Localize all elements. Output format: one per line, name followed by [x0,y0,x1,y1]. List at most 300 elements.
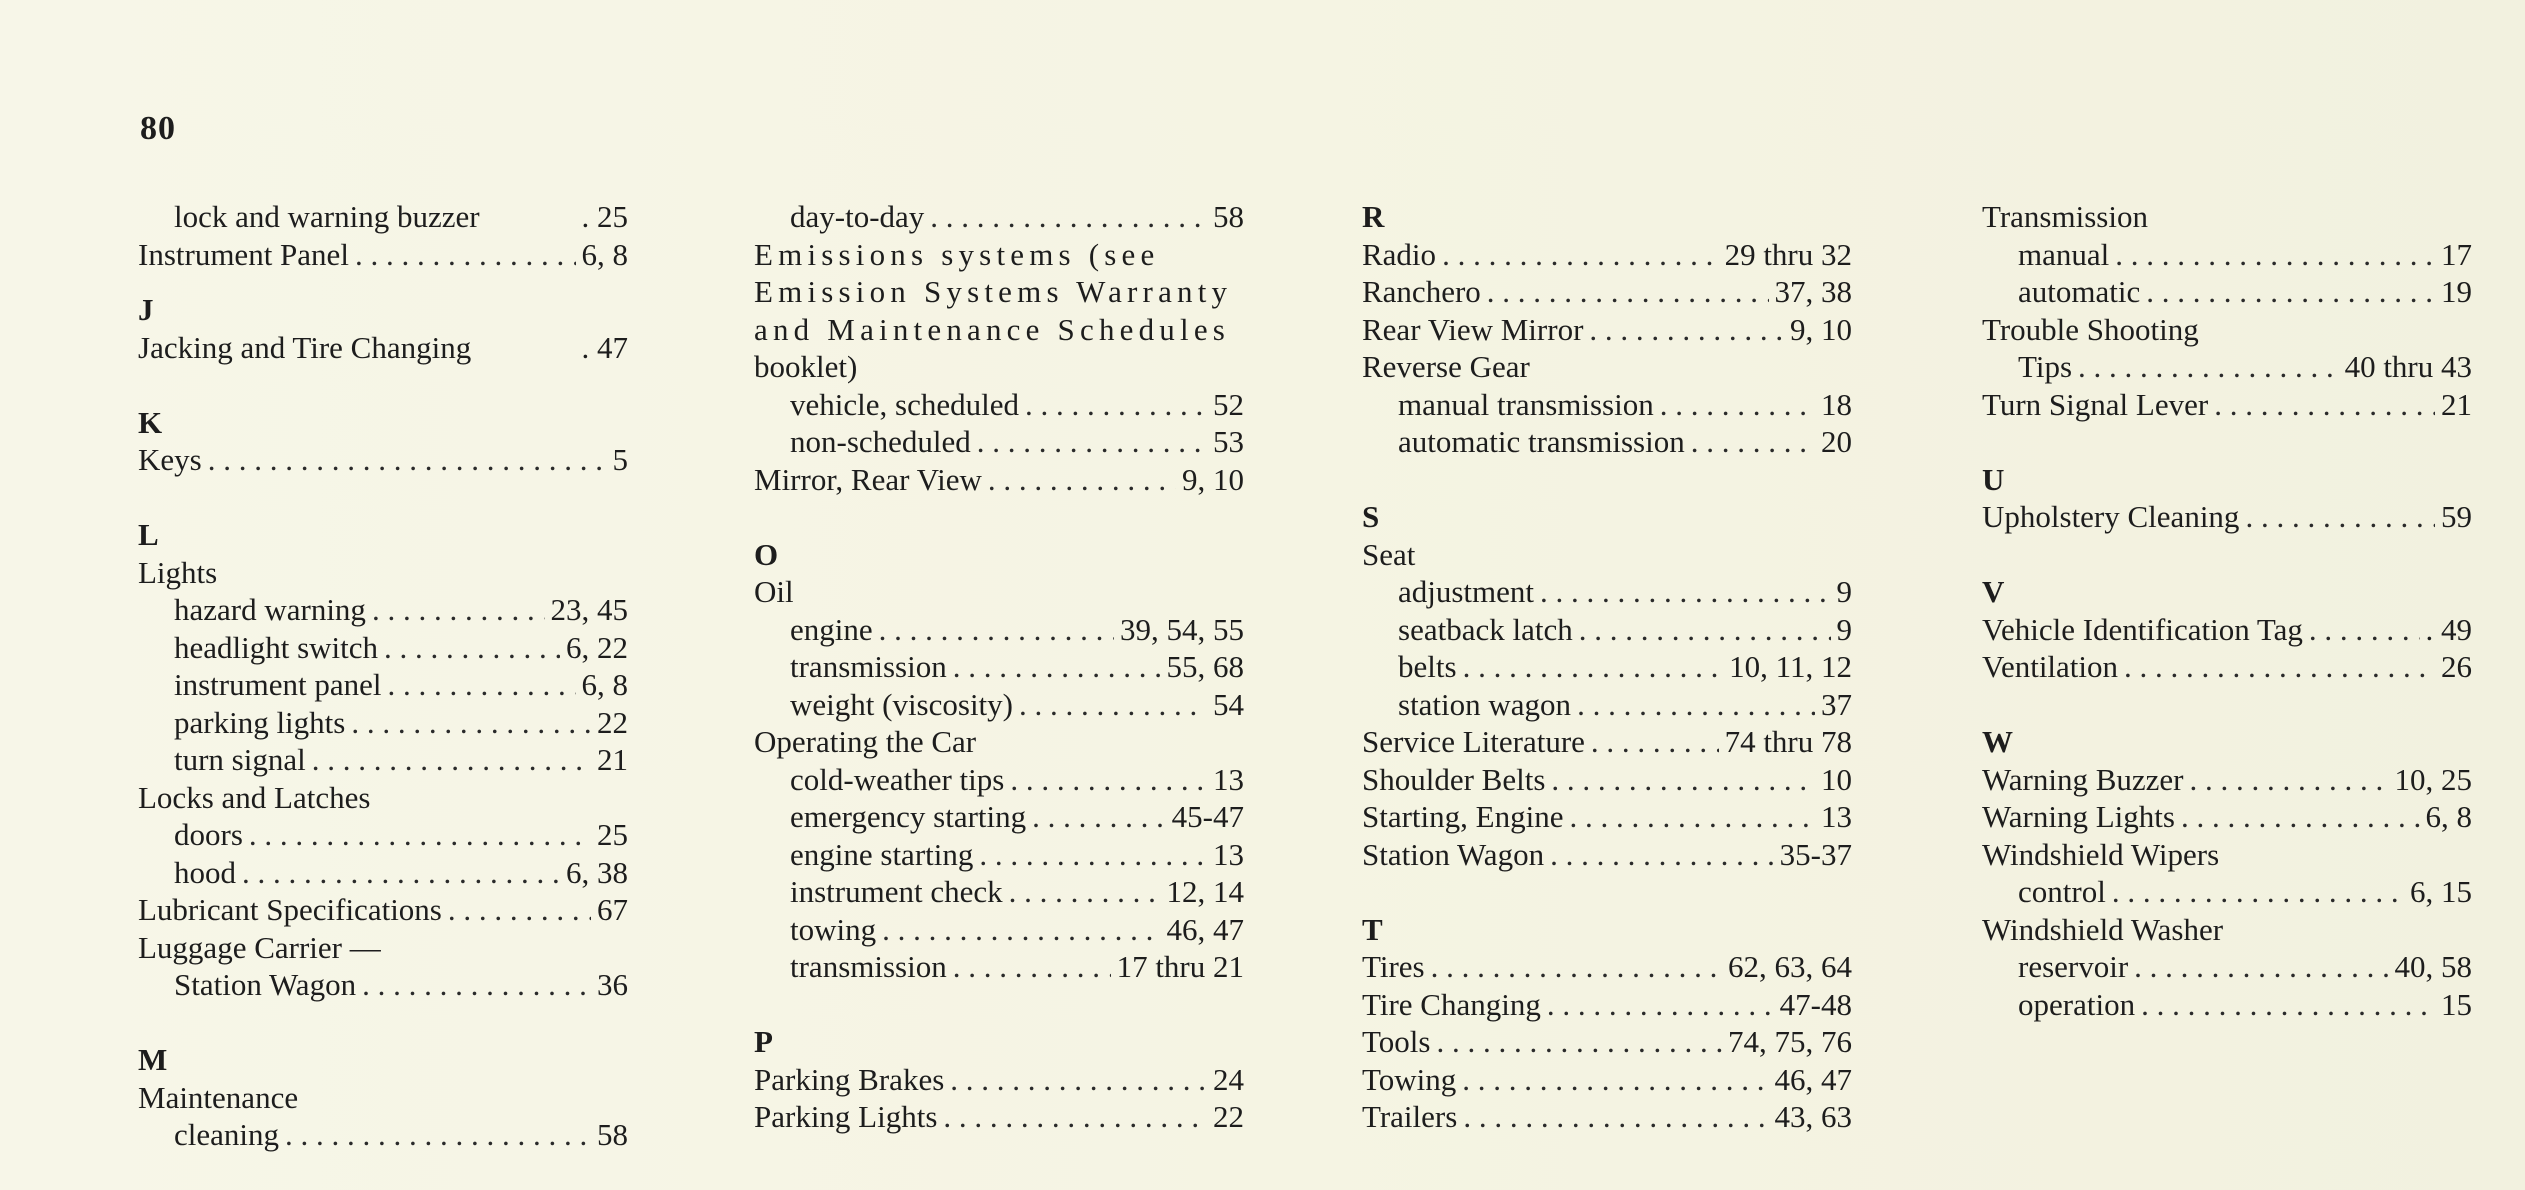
index-entry [754,1061,1244,1099]
entry-term: hazard warning [174,592,366,627]
entry-term: Service Literature [1362,724,1585,759]
dot-leader [208,441,607,479]
entry-term: reservoir [2018,949,2129,984]
dot-leader [1487,273,1769,311]
dot-leader [943,1098,1207,1136]
dot-leader [1547,986,1774,1024]
entry-term: Tire Changing [1362,986,1541,1022]
entry-term: Seat [1362,536,1416,572]
entry-page-numbers: 58 [1213,199,1244,234]
index-entry [1982,911,2472,949]
dot-leader [953,648,1161,686]
index-entry [138,1079,628,1117]
index-subentry [138,854,628,892]
dot-leader [882,911,1160,949]
entry-page-numbers: 26 [2441,649,2472,684]
dot-leader [1589,311,1784,349]
index-column-1 [138,198,628,1154]
entry-term: Transmission [1982,199,2148,234]
entry-page-numbers: 24 [1213,1061,1244,1097]
entry-page-numbers: 59 [2441,499,2472,534]
entry-term: turn signal [174,742,306,777]
section-letter: O [754,536,779,572]
entry-term: manual transmission [1398,386,1654,422]
spacer [754,498,1244,536]
index-subentry [1982,236,2472,274]
section-letter: S [1362,499,1380,534]
entry-page-numbers: 39, 54, 55 [1120,611,1244,647]
index-entry [138,891,628,929]
entry-page-numbers: 15 [2441,986,2472,1022]
entry-term: weight (viscosity) [790,686,1013,722]
dot-leader [2124,648,2435,686]
index-subentry [1982,986,2472,1024]
entry-page-numbers: 40, 58 [2394,949,2472,984]
index-entry [1982,798,2472,836]
entry-term: Station Wagon [174,967,357,1002]
dot-leader [2134,948,2388,986]
entry-term: Operating the Car [754,724,977,759]
entry-term: adjustment [1398,574,1535,609]
entry-page-numbers: 23, 45 [550,592,628,627]
index-subentry [754,798,1244,836]
index-subentry [1982,273,2472,311]
index-subentry [754,648,1244,686]
index-entry [1982,648,2472,686]
entry-page-numbers: 54 [1213,686,1244,722]
entry-term: vehicle, scheduled [790,386,1019,422]
index-subentry [754,611,1244,649]
dot-leader [1550,836,1774,874]
entry-term: transmission [790,949,947,984]
entry-page-numbers: 10, 11, 12 [1729,649,1852,684]
index-entry [1982,198,2472,236]
entry-term: booklet) [754,349,858,384]
dot-leader [2141,986,2435,1024]
entry-term: Tires [1362,949,1425,984]
section-letter: W [1982,724,2013,759]
index-subentry [754,761,1244,799]
dot-leader [2309,611,2420,649]
entry-page-numbers: 21 [2441,386,2472,422]
dot-leader [2181,798,2420,836]
entry-page-numbers: 10 [1821,761,1852,797]
entry-term: Keys [138,442,202,477]
entry-term: hood [174,854,236,890]
section-letter-heading [138,1041,628,1079]
entry-term: Parking Lights [754,1099,938,1134]
index-entry [1362,836,1852,874]
section-letter: R [1362,199,1385,234]
entry-page-numbers: 9, 10 [1790,311,1852,347]
index-entry [1362,723,1852,761]
index-entry [1982,761,2472,799]
entry-page-numbers: 25 [597,817,628,852]
dot-leader [2214,386,2435,424]
entry-page-numbers: 5 [612,442,628,477]
entry-term: Locks and Latches [138,779,371,815]
entry-page-numbers: 67 [597,892,628,927]
dot-leader [1577,686,1815,724]
index-entry [754,573,1244,611]
index-entry [1362,311,1852,349]
section-letter: L [138,517,159,552]
index-subentry [754,873,1244,911]
index-entry [1362,1098,1852,1136]
entry-page-numbers: 13 [1213,761,1244,797]
entry-term: Upholstery Cleaning [1982,499,2240,534]
dot-leader [384,629,560,667]
entry-page-numbers: . 47 [581,329,628,365]
entry-term: automatic [2018,274,2141,309]
dot-leader [2078,348,2339,386]
dot-leader [1431,948,1722,986]
entry-term: Parking Brakes [754,1061,945,1097]
index-entry [1362,948,1852,986]
entry-page-numbers: 52 [1213,386,1244,422]
entry-term: Starting, Engine [1362,799,1564,834]
index-subentry [1362,423,1852,461]
entry-term: and Maintenance Schedules [754,311,1231,347]
entry-page-numbers: 58 [597,1117,628,1152]
dot-leader [351,704,591,742]
entry-term: Lubricant Specifications [138,892,442,927]
entry-page-numbers: 45-47 [1171,799,1244,834]
entry-term: Reverse Gear [1362,349,1530,384]
dot-leader [988,461,1176,499]
index-subentry [138,591,628,629]
entry-page-numbers: 74, 75, 76 [1728,1024,1852,1059]
entry-term: engine [790,611,873,647]
section-letter: J [138,292,154,327]
dot-leader [1463,648,1724,686]
entry-page-numbers: 9 [1836,574,1852,609]
index-entry [754,1098,1244,1136]
index-entry [1362,1061,1852,1099]
dot-leader [1551,761,1815,799]
entry-term: towing [790,911,877,947]
entry-page-numbers: 53 [1213,424,1244,459]
index-subentry [1362,648,1852,686]
section-letter-heading [1982,723,2472,761]
entry-term: Instrument Panel [138,236,349,272]
entry-term: Maintenance [138,1079,299,1115]
dot-leader [312,741,591,779]
entry-term: Lights [138,554,218,590]
dot-leader [950,1061,1207,1099]
entry-page-numbers: . 25 [581,199,628,234]
dot-leader [2190,761,2389,799]
dot-leader [285,1116,591,1154]
entry-page-numbers: 22 [597,704,628,740]
index-entry [138,554,628,592]
entry-page-numbers: 29 thru 32 [1724,236,1852,272]
section-letter: V [1982,574,2005,609]
section-letter-heading [754,1023,1244,1061]
index-subentry [754,836,1244,874]
page-number: 80 [140,110,176,147]
index-subentry [138,1116,628,1154]
section-letter: U [1982,461,2005,497]
index-subentry [754,386,1244,424]
index-entry [1982,311,2472,349]
entry-term: Jacking and Tire Changing [138,329,472,365]
section-letter: P [754,1024,773,1059]
entry-page-numbers: 6, 22 [566,629,628,665]
dot-leader [387,666,575,704]
spacer [754,986,1244,1024]
entry-page-numbers: 6, 8 [581,236,628,272]
entry-page-numbers: 12, 14 [1166,874,1244,909]
entry-page-numbers: 18 [1821,386,1852,422]
entry-page-numbers: 40 thru 43 [2344,349,2472,384]
entry-page-numbers: 37, 38 [1774,274,1852,309]
index-subentry [1982,348,2472,386]
index-entry [1362,798,1852,836]
entry-page-numbers: 6, 38 [566,854,628,890]
index-entry [754,273,1244,311]
index-subentry [138,741,628,779]
index-subentry [754,948,1244,986]
index-column-2 [754,198,1244,1136]
entry-term: Warning Buzzer [1982,761,2184,797]
index-entry [138,236,628,274]
entry-term: Tools [1362,1024,1431,1059]
entry-term: station wagon [1398,686,1572,722]
index-subentry [138,966,628,1004]
index-entry [138,441,628,479]
dot-leader [979,836,1207,874]
dot-leader [448,891,591,929]
entry-page-numbers: 74 thru 78 [1724,724,1852,759]
entry-page-numbers: 17 [2441,236,2472,272]
index-entry [1362,236,1852,274]
index-subentry [1362,686,1852,724]
entry-term: parking lights [174,704,346,740]
entry-page-numbers: 62, 63, 64 [1728,949,1852,984]
index-entry [754,723,1244,761]
spacer [1982,423,2472,461]
section-letter-heading [138,404,628,442]
dot-leader [1025,386,1207,424]
index-subentry [138,704,628,742]
entry-term: Mirror, Rear View [754,461,982,497]
index-entry [1362,986,1852,1024]
index-entry [1362,273,1852,311]
dot-leader [1436,1023,1722,1061]
index-subentry [1362,573,1852,611]
entry-term: non-scheduled [790,424,971,459]
section-letter-heading [1982,573,2472,611]
index-subentry [754,911,1244,949]
entry-term: Vehicle Identification Tag [1982,611,2303,647]
entry-page-numbers: 46, 47 [1166,911,1244,947]
spacer [138,366,628,404]
index-subentry [138,666,628,704]
entry-term: Windshield Washer [1982,911,2224,947]
index-entry [138,329,628,367]
index-entry [1982,836,2472,874]
index-subentry [1982,948,2472,986]
entry-page-numbers: 6, 15 [2410,874,2472,909]
dot-leader [362,966,591,1004]
section-letter-heading [138,516,628,554]
dot-leader [372,591,545,629]
entry-term: Ventilation [1982,649,2119,684]
entry-term: Rear View Mirror [1362,311,1584,347]
index-subentry [1982,873,2472,911]
index-entry [1362,348,1852,386]
spacer [138,479,628,517]
entry-page-numbers: 37 [1821,686,1852,722]
entry-page-numbers: 46, 47 [1774,1061,1852,1097]
entry-term: Turn Signal Lever [1982,386,2209,422]
dot-leader [2115,236,2435,274]
section-letter-heading [138,291,628,329]
entry-page-numbers: 10, 25 [2394,761,2472,797]
dot-leader [1591,723,1719,761]
entry-term: emergency starting [790,799,1027,834]
entry-page-numbers: 22 [1213,1099,1244,1134]
entry-page-numbers: 9, 10 [1182,461,1244,497]
index-entry [1982,498,2472,536]
entry-term: Tips [2018,349,2073,384]
entry-term: Trouble Shooting [1982,311,2199,347]
dot-leader [1442,236,1719,274]
dot-leader [2112,873,2404,911]
entry-term: automatic transmission [1398,424,1685,459]
entry-page-numbers: 20 [1821,424,1852,459]
dot-leader [1010,761,1207,799]
entry-page-numbers: 35-37 [1779,836,1852,872]
entry-term: Shoulder Belts [1362,761,1546,797]
entry-term: doors [174,817,243,852]
dot-leader [1032,798,1166,836]
section-letter: M [138,1042,168,1077]
spacer [138,273,628,291]
section-letter-heading [1982,461,2472,499]
index-entry [754,461,1244,499]
index-subentry [1362,611,1852,649]
dot-leader [1463,1098,1768,1136]
section-letter-heading [754,536,1244,574]
entry-page-numbers: 6, 8 [581,667,628,702]
index-entry [138,929,628,967]
dot-leader [1660,386,1815,424]
index-entry [1982,611,2472,649]
index-subentry [138,629,628,667]
dot-leader [1569,798,1815,836]
entry-page-numbers: 19 [2441,274,2472,309]
dot-leader [1462,1061,1768,1099]
dot-leader [242,854,560,892]
section-letter-heading [1362,911,1852,949]
entry-term: transmission [790,649,947,684]
dot-leader [1019,686,1207,724]
index-entry [754,348,1244,386]
index-entry [1362,761,1852,799]
entry-page-numbers: 9 [1836,611,1852,647]
entry-term: Towing [1362,1061,1457,1097]
entry-term: Emissions systems (see [754,236,1160,272]
index-entry [138,779,628,817]
entry-term: instrument panel [174,667,382,702]
dot-leader [1009,873,1161,911]
index-entry [1982,386,2472,424]
entry-term: belts [1398,649,1457,684]
entry-page-numbers: 55, 68 [1166,649,1244,684]
entry-term: cold-weather tips [790,761,1005,797]
spacer [138,1004,628,1042]
spacer [1982,536,2472,574]
dot-leader [1540,573,1830,611]
index-entry [1362,536,1852,574]
entry-term: engine starting [790,836,974,872]
entry-term: operation [2018,986,2136,1022]
dot-leader [1691,423,1815,461]
entry-term: Emission Systems Warranty [754,274,1233,309]
spacer [1362,873,1852,911]
dot-leader [249,816,591,854]
entry-page-numbers: 13 [1821,799,1852,834]
entry-page-numbers: 6, 8 [2425,799,2472,834]
index-entry [754,311,1244,349]
entry-term: Luggage Carrier — [138,929,381,965]
entry-term: headlight switch [174,629,379,665]
entry-term: Radio [1362,236,1437,272]
dot-leader [2245,498,2435,536]
dot-leader [977,423,1207,461]
entry-page-numbers: 21 [597,742,628,777]
dot-leader [879,611,1114,649]
entry-term: Ranchero [1362,274,1481,309]
entry-page-numbers: . 49 [2425,611,2472,647]
section-letter-heading [1362,198,1852,236]
entry-term: cleaning [174,1117,280,1152]
index-subentry [138,816,628,854]
dot-leader [1579,611,1831,649]
entry-page-numbers: 47-48 [1779,986,1852,1022]
index-subentry [754,198,1244,236]
entry-page-numbers: 13 [1213,836,1244,872]
entry-term: control [2018,874,2106,909]
section-letter-heading [1362,498,1852,536]
entry-term: day-to-day [790,199,925,234]
entry-term: instrument check [790,874,1003,909]
index-subentry [1362,386,1852,424]
entry-term: lock and warning buzzer [174,199,480,234]
entry-term: Station Wagon [1362,836,1545,872]
dot-leader [355,236,576,274]
dot-leader [930,198,1207,236]
entry-page-numbers: 17 thru 21 [1116,949,1244,984]
entry-term: Windshield Wipers [1982,836,2220,872]
index-subentry [138,198,628,236]
entry-term: Oil [754,574,794,609]
index-entry [1362,1023,1852,1061]
dot-leader [953,948,1111,986]
dot-leader [2146,273,2435,311]
section-letter: K [138,404,163,440]
entry-page-numbers: 43, 63 [1774,1099,1852,1134]
entry-term: Warning Lights [1982,799,2175,834]
index-column-3 [1362,198,1852,1136]
index-column-4 [1982,198,2472,1023]
spacer [1362,461,1852,499]
entry-term: seatback latch [1398,611,1573,647]
entry-term: Trailers [1362,1099,1458,1134]
index-entry [754,236,1244,274]
